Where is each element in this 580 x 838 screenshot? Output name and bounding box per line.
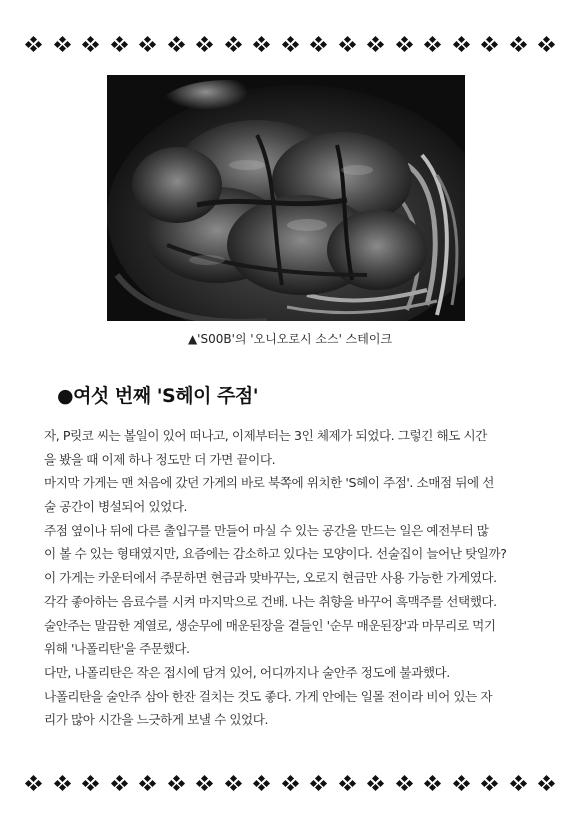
diamond-ornament-icon <box>26 37 41 51</box>
diamond-ornament-icon <box>83 776 98 790</box>
diamond-ornament-icon <box>539 37 554 51</box>
body-line: 이 볼 수 있는 형태였지만, 요즘에는 감소하고 있다는 모양이다. 선술집이 늘어난 탓일까? <box>44 546 507 562</box>
body-line: 위해 '나폴리탄'을 주문했다. <box>44 641 190 657</box>
body-line: 을 봤을 때 이제 하나 정도만 더 가면 끝이다. <box>44 451 276 467</box>
body-line: 리가 많아 시간을 느긋하게 보낼 수 있었다. <box>44 712 269 728</box>
diamond-ornament-icon <box>340 37 355 51</box>
diamond-ornament-icon <box>197 37 212 51</box>
diamond-ornament-icon <box>340 776 355 790</box>
body-line: 술안주는 말끔한 계열로, 생순무에 매운된장을 곁들인 '순무 매운된장'과 마무리로 먹기 <box>44 617 496 633</box>
bottom-ornament-border <box>26 775 554 791</box>
diamond-ornament-icon <box>454 37 469 51</box>
diamond-ornament-icon <box>169 37 184 51</box>
body-line: 이 가게는 카운터에서 주문하면 현금과 맞바꾸는, 오로지 현금만 사용 가능한 가게였다. <box>44 570 497 586</box>
diamond-ornament-icon <box>226 776 241 790</box>
diamond-ornament-icon <box>283 37 298 51</box>
diamond-ornament-icon <box>539 776 554 790</box>
diamond-ornament-icon <box>112 776 127 790</box>
diamond-ornament-icon <box>169 776 184 790</box>
diamond-ornament-icon <box>254 776 269 790</box>
diamond-ornament-icon <box>83 37 98 51</box>
diamond-ornament-icon <box>425 37 440 51</box>
diamond-ornament-icon <box>55 776 70 790</box>
body-line: 다만, 나폴리탄은 작은 접시에 담겨 있어, 어디까지나 술안주 정도에 불과했다. <box>44 664 450 680</box>
steak-photo-image <box>107 75 465 321</box>
diamond-ornament-icon <box>226 37 241 51</box>
diamond-ornament-icon <box>197 776 212 790</box>
body-line: 주점 옆이나 뒤에 다른 출입구를 만들어 마실 수 있는 공간을 만드는 일은 예전부터 많 <box>44 522 489 538</box>
diamond-ornament-icon <box>511 37 526 51</box>
diamond-ornament-icon <box>311 37 326 51</box>
diamond-ornament-icon <box>112 37 127 51</box>
top-ornament-border <box>26 36 554 52</box>
diamond-ornament-icon <box>511 776 526 790</box>
body-line: 자, P릿코 씨는 볼일이 있어 떠나고, 이제부터는 3인 체제가 되었다. 그렇긴 해도 시간 <box>44 428 487 443</box>
section-heading: ●여섯 번째 'S헤이 주점' <box>57 385 259 407</box>
diamond-ornament-icon <box>140 37 155 51</box>
diamond-ornament-icon <box>482 37 497 51</box>
diamond-ornament-icon <box>425 776 440 790</box>
diamond-ornament-icon <box>283 776 298 790</box>
diamond-ornament-icon <box>482 776 497 790</box>
diamond-ornament-icon <box>368 37 383 51</box>
diamond-ornament-icon <box>397 776 412 790</box>
photo-caption: ▲'S00B'의 '오니오로시 소스' 스테이크 <box>187 332 393 346</box>
body-line: 술 공간이 병설되어 있었다. <box>44 499 188 515</box>
diamond-ornament-icon <box>454 776 469 790</box>
diamond-ornament-icon <box>254 37 269 51</box>
body-line: 나폴리탄을 술안주 삼아 한잔 걸치는 것도 좋다. 가게 안에는 일몰 전이라 비어 있는 자 <box>44 688 493 704</box>
body-line: 마지막 가게는 맨 처음에 갔던 가게의 바로 북쪽에 위치한 'S헤이 주점'. 소매점 뒤에 선 <box>44 475 494 491</box>
diamond-ornament-icon <box>397 37 412 51</box>
diamond-ornament-icon <box>140 776 155 790</box>
steak-photo <box>107 75 465 321</box>
diamond-ornament-icon <box>26 776 41 790</box>
body-line: 각각 좋아하는 음료수를 시켜 마지막으로 건배. 나는 취향을 바꾸어 흑맥주를 선택했다. <box>44 593 497 609</box>
article-body <box>44 424 540 732</box>
diamond-ornament-icon <box>311 776 326 790</box>
diamond-ornament-icon <box>368 776 383 790</box>
diamond-ornament-icon <box>55 37 70 51</box>
